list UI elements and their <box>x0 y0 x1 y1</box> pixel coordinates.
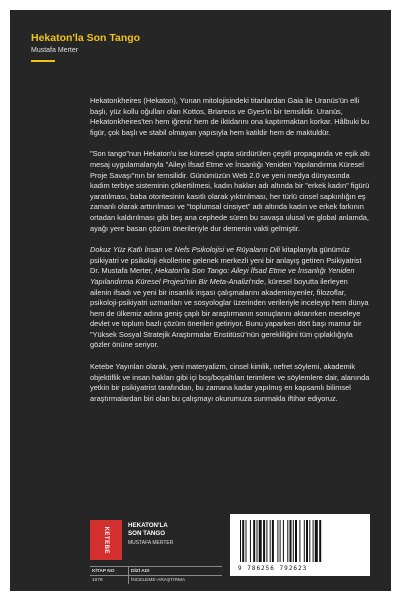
blurb-paragraph-1: Hekatonkheires (Hekaton), Yunan mitolojisindeki titanlardan Gaia ile Uranüs'ün elli başlı, yüz kollu oğulları olan Kottos, Briareus ve Gyes'in bir temsilidir. Uranüs, Hekatonkheires'ten hem iğrenir hem de iktidarını ona kaptırmaktan korkar. Hâlbuki bu figür, çok başlı ve stabil olmayan yapısıyla hem katildir hem de maktuldür. <box>90 96 370 137</box>
barcode-bar <box>287 520 288 562</box>
info-value-kitap-no: 1078 <box>90 576 129 584</box>
barcode-bar <box>280 520 281 562</box>
isbn-number: 9 786256 792623 <box>238 565 308 572</box>
book-author: Mustafa Merter <box>31 47 79 54</box>
barcode-bar <box>259 520 262 562</box>
barcode-bar <box>306 520 308 562</box>
info-value-dizi-adi: İNCELEME-ARAŞTIRMA <box>131 577 186 583</box>
barcode-bar <box>293 520 294 562</box>
barcode-bar <box>270 520 271 562</box>
blurb-paragraph-2: "Son tango"nun Hekaton'u ise küresel çapta sürdürülen çeşitli propaganda ve eşik altı mesaj uygulamalarıyla "Aileyi İfsad Etme ve İnsanlığı Yeniden Yapılandırma Küresel Proje Savaşı"nın bir temsilidir. Günümüzün Web 2.0 ve yeni medya dünyasında kadim terbiye sisteminin çökertilmesi, kadın hakları adı altında bir "erkek kadın" figürü yaratılması, baba otoritesinin kasıtlı olarak yıktırılması, her türlü cinsel sapkınlığın eş zamanlı olarak arttırılması ve "toplumsal cinsiyet" adı altında kadın ve erkek farkının ortadan kaldırılması gibi beş ana cephede süren bu savaşa ulusal ve global anlamda, ayağı yere basan çözüm önerileriyle dur demenin vakti gelmiştir. <box>90 149 370 233</box>
barcode-bar <box>283 520 284 562</box>
barcode-bar <box>242 520 244 562</box>
footer-book-title: HEKATON'LA SON TANGO <box>128 522 168 537</box>
barcode-bar <box>313 520 314 562</box>
barcode-bar <box>253 520 255 562</box>
info-header-kitap-no: KİTAP NO <box>90 567 129 575</box>
info-header-dizi-adi: DİZİ ADI <box>131 568 150 574</box>
blurb-text <box>90 96 370 415</box>
barcode-bar <box>315 520 318 562</box>
barcode-bars <box>238 520 362 564</box>
barcode-bar <box>295 520 297 562</box>
barcode-bar <box>257 520 258 562</box>
barcode-bar <box>309 520 310 562</box>
book-reference: Dokuz Yüz Katlı İnsan ve Nefs Psikolojisi ve Rüyaların Dili <box>90 245 281 255</box>
blurb-paragraph-4: Ketebe Yayınları olarak, yeni materyalizm, cinsel kimlik, nefret söylemi, akademik objektiflik ve insan hakları gibi içi boş/boşaltılan terimlere ve söylemlere dair, alanında yetkin bir psikiyatrist tarafından, bu zamana kadar yapılmış en kapsamlı bilimsel araştırmalardan biri olan bu çalışmayı okurumuza sunmakla iftihar ediyoruz. <box>90 362 370 403</box>
barcode-bar <box>263 520 265 562</box>
book-title: Hekaton'la Son Tango <box>31 32 141 44</box>
publisher-logo: KETEBE <box>90 520 122 560</box>
barcode-bar <box>319 520 321 562</box>
barcode-bar <box>272 520 274 562</box>
barcode-bar <box>299 520 300 562</box>
blurb-paragraph-3: Dokuz Yüz Katlı İnsan ve Nefs Psikolojisi ve Rüyaların Dili kitaplarıyla günümüz psikiyatri ve psikoloji ekollerine gelenek merkezli yeni bir anlayış getiren Psikiyatrist Dr. Mustafa Merter, Hekaton'la Son Tango: Aileyi İfsad Etme ve İnsanlığı Yeniden Yapılandırma Küresel Projesi'nin Bir Meta-Analizi'nde, küresel boyutta ilerleyen ailenin ifsadı ve yeni bir insanlık inşası çalışmalarını akademisyenler, filozoflar, psikoloji-psikiyatri uzmanları ve sosyologlar üzerinden verileriyle inceleyip hem dünya hem de ülkemiz adına geniş çaplı bir araştırmanın sonuçlarını aktarırken meseleye devlet ve toplum bazlı çözüm önerileri getiriyor. Bunu yaparken dört başı mamur bir "Yüksek Sosyal Stratejik Araştırmalar Enstitüsü"nün gerekliliğini tüm çıplaklığıyla gözler önüne seriyor. <box>90 245 369 350</box>
barcode-bar <box>266 520 267 562</box>
barcode-bar <box>250 520 251 562</box>
barcode-bar <box>290 520 292 562</box>
barcode-bar <box>304 520 305 562</box>
footer-book-author: MUSTAFA MERTER <box>128 540 174 546</box>
book-full-title: Hekaton'la Son Tango: Aileyi İfsad Etme ve İnsanlığı Yeniden Yapılandırma Küresel Projesi'nin Bir Meta-Analizi <box>90 266 355 286</box>
barcode-bar <box>240 520 241 562</box>
book-info-table <box>90 566 222 584</box>
barcode-bar <box>246 520 247 562</box>
isbn-barcode <box>230 514 370 576</box>
title-underline <box>31 60 55 62</box>
barcode-bar <box>277 520 278 562</box>
